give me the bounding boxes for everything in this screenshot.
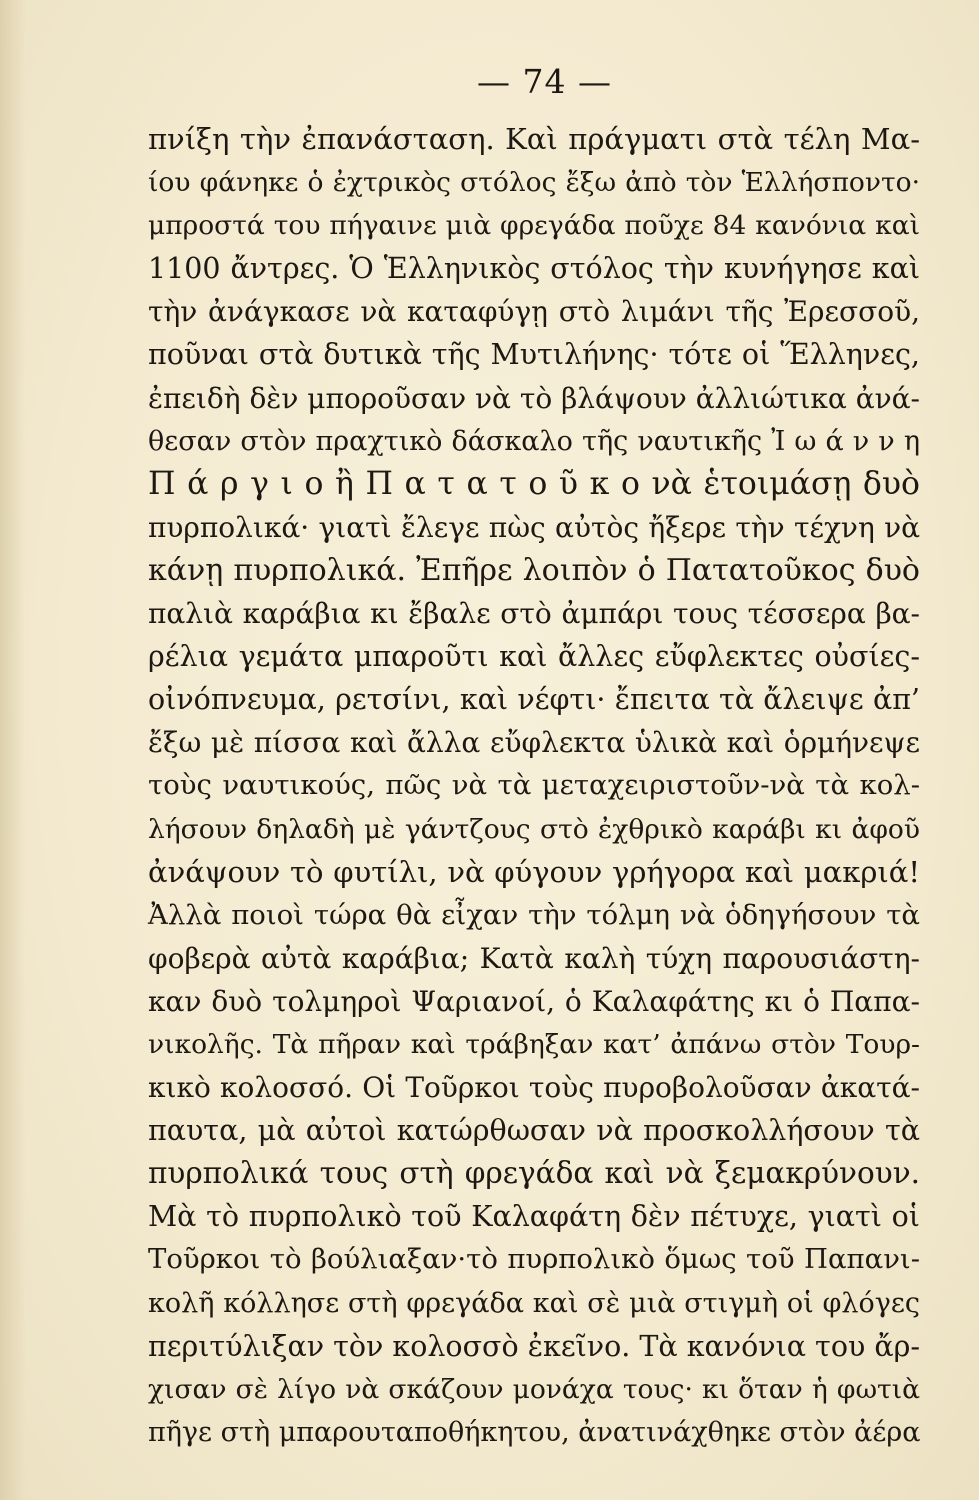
- text-line: ἐπειδὴ δὲν μποροῦσαν νὰ τὸ βλάψουν ἀλλιώτικα ἀνά-: [148, 381, 920, 415]
- text-line: Μὰ τὸ πυρπολικὸ τοῦ Καλαφάτη δὲν πέτυχε, γιατὶ οἱ: [148, 1200, 920, 1234]
- text-line: τὴν ἀνάγκασε νὰ καταφύγῃ στὸ λιμάνι τῆς Ἐρεσσοῦ,: [148, 295, 920, 329]
- text-line: οἰνόπνευμα, ρετσίνι, καὶ νέφτι· ἔπειτα τὰ ἄλειψε ἀπ’: [148, 683, 920, 717]
- page-number: — 74 —: [477, 62, 612, 101]
- text-line: πυρπολικά τους στὴ φρεγάδα καὶ νὰ ξεμακρύνουν.: [148, 1156, 920, 1191]
- text-line: κολῆ κόλλησε στὴ φρεγάδα καὶ σὲ μιὰ στιγμὴ οἱ φλόγες: [148, 1287, 920, 1319]
- text-line: πῆγε στὴ μπαρουταποθήκητου, ἀνατινάχθηκε στὸν ἀέρα: [148, 1416, 921, 1448]
- text-line: μπροστά του πήγαινε μιὰ φρεγάδα ποῦχε 84 κανόνια καὶ: [148, 210, 920, 242]
- text-line: ποῦναι στὰ δυτικὰ τῆς Μυτιλήνης· τότε οἱ Ἕλληνες,: [148, 338, 920, 372]
- text-line: ἀνάψουν τὸ φυτίλι, νὰ φύγουν γρήγορα καὶ μακριά!: [148, 854, 920, 889]
- text-line: χισαν σὲ λίγο νὰ σκάζουν μονάχα τους· κι ὅταν ἡ φωτιὰ: [148, 1373, 920, 1405]
- text-line: Π ά ρ γ ι ο ἢ Π α τ α τ ο ῦ κ ο νὰ ἑτοιμάσῃ δυὸ: [148, 465, 920, 502]
- text-line: κάνῃ πυρπολικά. Ἐπῆρε λοιπὸν ὁ Πατατοῦκος δυὸ: [148, 552, 920, 588]
- text-line: κικὸ κολοσσό. Οἱ Τοῦρκοι τοὺς πυροβολοῦσαν ἀκατά-: [148, 1071, 920, 1105]
- text-line: περιτύλιξαν τὸν κολοσσὸ ἐκεῖνο. Τὰ κανόνια του ἄρ-: [148, 1329, 920, 1363]
- text-line: 1100 ἄντρες. Ὁ Ἑλληνικὸς στόλος τὴν κυνήγησε καὶ: [148, 252, 920, 286]
- text-line: καν δυὸ τολμηροὶ Ψαριανοί, ὁ Καλαφάτης κι ὁ Παπα-: [148, 984, 920, 1018]
- text-line: ίου φάνηκε ὁ ἐχτρικὸς στόλος ἔξω ἀπὸ τὸν Ἑλλήσποντο·: [148, 167, 920, 199]
- text-line: ρέλια γεμάτα μπαροῦτι καὶ ἄλλες εὔφλεκτες οὐσίες-: [148, 640, 920, 674]
- text-line: λήσουν δηλαδὴ μὲ γάντζους στὸ ἐχθρικὸ καράβι κι ἀφοῦ: [148, 813, 920, 845]
- text-line: ἔξω μὲ πίσσα καὶ ἄλλα εὔφλεκτα ὑλικὰ καὶ ὁρμήνεψε: [148, 726, 920, 760]
- text-line: νικολῆς. Τὰ πῆραν καὶ τράβηξαν κατ’ ἀπάνω στὸν Τουρ-: [148, 1028, 920, 1060]
- text-line: παλιὰ καράβια κι ἔβαλε στὸ ἀμπάρι τους τέσσερα βα-: [148, 597, 920, 631]
- text-line: πνίξη τὴν ἐπανάσταση. Καὶ πράγματι στὰ τέλη Μα-: [148, 122, 920, 156]
- text-line: Τοῦρκοι τὸ βούλιαξαν·τὸ πυρπολικὸ ὅμως τοῦ Παπανι-: [148, 1243, 920, 1276]
- text-line: φοβερὰ αὐτὰ καράβια; Κατὰ καλὴ τύχη παρουσιάστη-: [148, 941, 920, 975]
- text-line: θεσαν στὸν πραχτικὸ δάσκαλο τῆς ναυτικῆς Ἰ ω ά ν ν η: [148, 425, 920, 457]
- text-line: Ἀλλὰ ποιοὶ τώρα θὰ εἶχαν τὴν τόλμη νὰ ὁδηγήσουν τὰ: [148, 898, 920, 931]
- text-line: πυρπολικά· γιατὶ ἔλεγε πὼς αὐτὸς ἤξερε τὴν τέχνη νὰ: [148, 510, 920, 544]
- text-line: παυτα, μὰ αὐτοὶ κατώρθωσαν νὰ προσκολλήσουν τὰ: [148, 1114, 920, 1148]
- body-text: [148, 118, 920, 1454]
- text-line: τοὺς ναυτικούς, πῶς νὰ τὰ μεταχειριστοῦν-νὰ τὰ κολ-: [148, 769, 920, 802]
- page-gutter-shadow: [0, 0, 26, 1500]
